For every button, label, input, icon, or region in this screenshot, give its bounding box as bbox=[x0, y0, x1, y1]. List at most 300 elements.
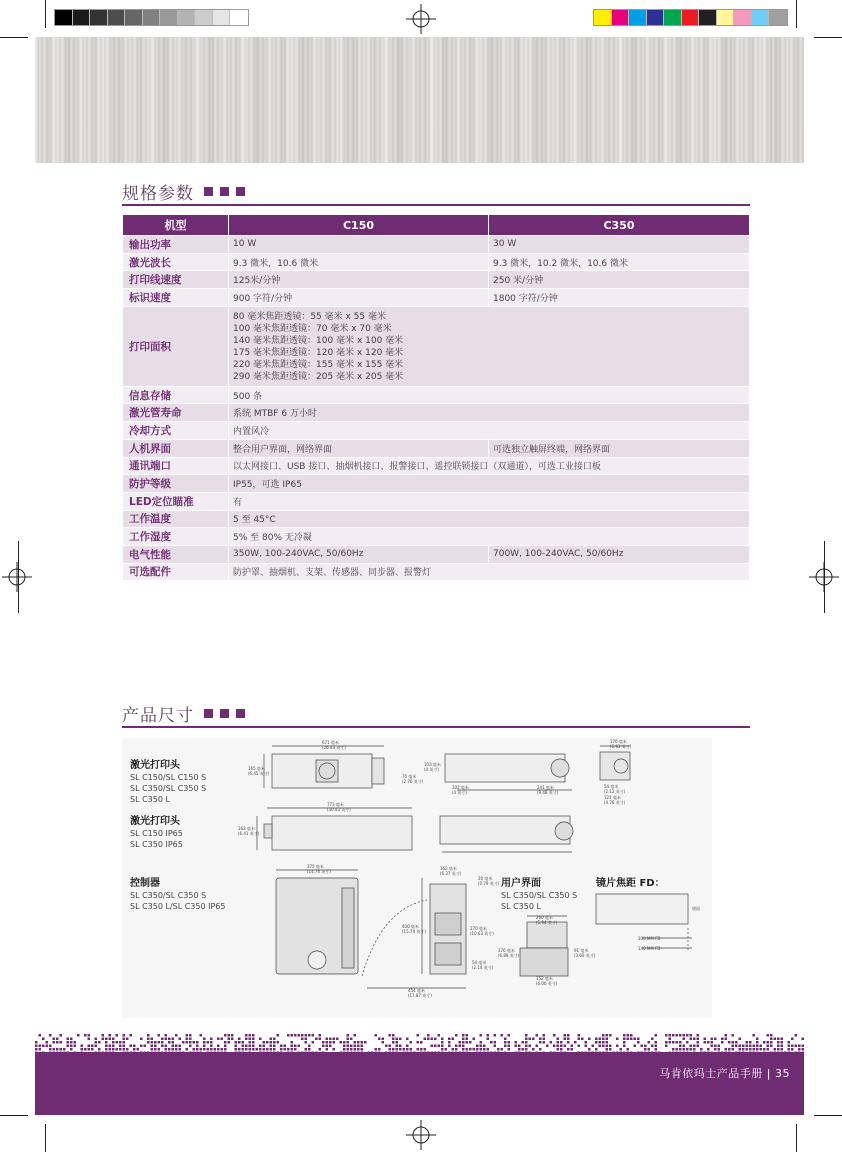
pattern-dot bbox=[697, 1034, 700, 1037]
pattern-dot bbox=[620, 1048, 623, 1051]
pattern-dot bbox=[165, 1045, 168, 1048]
pattern-dot bbox=[60, 1048, 63, 1051]
spec-value: 500 条 bbox=[229, 386, 750, 404]
pattern-dot bbox=[690, 1048, 693, 1051]
dim-label: (6.93 英寸) bbox=[610, 744, 632, 749]
pattern-dot bbox=[189, 1045, 192, 1048]
pattern-dot bbox=[651, 1038, 654, 1041]
pattern-dot bbox=[742, 1045, 745, 1048]
pattern-dot bbox=[525, 1034, 528, 1037]
pattern-dot bbox=[676, 1048, 679, 1051]
pattern-dot bbox=[553, 1034, 556, 1037]
pattern-dot bbox=[56, 1048, 59, 1051]
pattern-dot bbox=[305, 1048, 308, 1051]
pattern-dot bbox=[599, 1041, 602, 1044]
dim-label: 454 毫米 bbox=[408, 988, 425, 993]
pattern-dot bbox=[161, 1041, 164, 1044]
pattern-dot bbox=[95, 1041, 98, 1044]
pattern-dot bbox=[228, 1038, 231, 1041]
pattern-dot bbox=[203, 1041, 206, 1044]
pattern-dot bbox=[140, 1038, 143, 1041]
pattern-dot bbox=[312, 1034, 315, 1037]
pattern-dot bbox=[466, 1048, 469, 1051]
pattern-dot bbox=[256, 1048, 259, 1051]
spec-label: 打印面积 bbox=[123, 306, 229, 386]
dim-label: (9.48 英寸) bbox=[537, 790, 559, 795]
pattern-dot bbox=[186, 1034, 189, 1037]
cmyk-color-bar bbox=[593, 9, 788, 26]
pattern-dot bbox=[630, 1038, 633, 1041]
pattern-dot bbox=[186, 1048, 189, 1051]
pattern-dot bbox=[385, 1045, 388, 1048]
pattern-dot bbox=[112, 1041, 115, 1044]
spec-value: 5% 至 80% 无冷凝 bbox=[229, 528, 750, 546]
dim-label: (6.41 英寸) bbox=[238, 831, 260, 836]
pattern-dot bbox=[63, 1048, 66, 1051]
dim-model: SL C350/SL C350 S bbox=[130, 891, 207, 900]
pattern-dot bbox=[606, 1048, 609, 1051]
pattern-dot bbox=[347, 1041, 350, 1044]
pattern-dot bbox=[193, 1048, 196, 1051]
crop-mark bbox=[0, 37, 28, 38]
pattern-dot bbox=[175, 1048, 178, 1051]
spec-row bbox=[123, 475, 750, 493]
pattern-dot bbox=[245, 1034, 248, 1037]
pattern-dot bbox=[308, 1048, 311, 1051]
pattern-dot bbox=[525, 1041, 528, 1044]
crop-mark bbox=[45, 1124, 46, 1152]
pattern-dot bbox=[133, 1048, 136, 1051]
pattern-dot bbox=[739, 1038, 742, 1041]
pattern-dot bbox=[508, 1041, 511, 1044]
pattern-dot bbox=[609, 1034, 612, 1037]
spec-label: 人机界面 bbox=[123, 439, 229, 457]
crop-mark bbox=[796, 1124, 797, 1152]
pattern-dot bbox=[361, 1048, 364, 1051]
pattern-dot bbox=[707, 1041, 710, 1044]
spec-value-c150: 350W, 100-240VAC, 50/60Hz bbox=[229, 545, 489, 563]
pattern-dot bbox=[595, 1048, 598, 1051]
dim-label: (15.74 英寸) bbox=[402, 929, 426, 934]
spec-row bbox=[123, 404, 750, 422]
pattern-dot bbox=[315, 1038, 318, 1041]
spec-section-title bbox=[122, 179, 245, 204]
pattern-dot bbox=[168, 1038, 171, 1041]
pattern-dot bbox=[567, 1038, 570, 1041]
pattern-dot bbox=[462, 1034, 465, 1037]
pattern-dot bbox=[165, 1034, 168, 1037]
dim-heading: 镜片焦距 FD： bbox=[596, 878, 665, 889]
pattern-dot bbox=[105, 1045, 108, 1048]
pattern-dot bbox=[249, 1045, 252, 1048]
pattern-dot bbox=[95, 1038, 98, 1041]
pattern-dot bbox=[347, 1045, 350, 1048]
pattern-dot bbox=[53, 1041, 56, 1044]
pattern-dot bbox=[592, 1045, 595, 1048]
pattern-dot bbox=[746, 1041, 749, 1044]
pattern-dot bbox=[728, 1041, 731, 1044]
dim-label: 70 毫米 bbox=[402, 774, 417, 779]
spec-value-line: 220 毫米焦距透镜：155 毫米 x 155 毫米 bbox=[233, 359, 404, 370]
pattern-dot bbox=[305, 1034, 308, 1037]
page-footer-text: 马肯依玛士产品手册 | 35 bbox=[659, 1067, 790, 1080]
pattern-dot bbox=[378, 1048, 381, 1051]
pattern-dot bbox=[665, 1034, 668, 1037]
pattern-dot bbox=[259, 1045, 262, 1048]
pattern-dot bbox=[711, 1038, 714, 1041]
pattern-dot bbox=[669, 1041, 672, 1044]
pattern-dot bbox=[686, 1034, 689, 1037]
pattern-dot bbox=[158, 1041, 161, 1044]
pattern-dot bbox=[732, 1045, 735, 1048]
pattern-dot bbox=[714, 1038, 717, 1041]
pattern-dot bbox=[326, 1048, 329, 1051]
pattern-dot bbox=[189, 1038, 192, 1041]
pattern-dot bbox=[354, 1034, 357, 1037]
spec-label: 可选配件 bbox=[123, 563, 229, 581]
pattern-dot bbox=[564, 1038, 567, 1041]
pattern-dot bbox=[697, 1038, 700, 1041]
pattern-dot bbox=[406, 1048, 409, 1051]
pattern-dot bbox=[140, 1045, 143, 1048]
color-swatch bbox=[717, 10, 735, 25]
pattern-dot bbox=[410, 1048, 413, 1051]
pattern-dot bbox=[46, 1041, 49, 1044]
pattern-dot bbox=[301, 1034, 304, 1037]
dim-model: SL C350/SL C350 S bbox=[501, 891, 578, 900]
pattern-dot bbox=[602, 1041, 605, 1044]
pattern-dot bbox=[599, 1045, 602, 1048]
crop-mark bbox=[18, 541, 19, 613]
pattern-dot bbox=[200, 1034, 203, 1037]
pattern-dot bbox=[683, 1038, 686, 1041]
pattern-dot bbox=[221, 1048, 224, 1051]
pattern-dot bbox=[676, 1034, 679, 1037]
pattern-dot bbox=[168, 1041, 171, 1044]
pattern-dot bbox=[235, 1045, 238, 1048]
pattern-dot bbox=[112, 1048, 115, 1051]
pattern-dot bbox=[508, 1034, 511, 1037]
pattern-dot bbox=[151, 1041, 154, 1044]
pattern-dot bbox=[102, 1034, 105, 1037]
pattern-dot bbox=[753, 1048, 756, 1051]
pattern-dot bbox=[578, 1038, 581, 1041]
pattern-dot bbox=[375, 1034, 378, 1037]
pattern-dot bbox=[291, 1034, 294, 1037]
pattern-dot bbox=[119, 1045, 122, 1048]
pattern-dot bbox=[263, 1045, 266, 1048]
pattern-dot bbox=[224, 1048, 227, 1051]
crop-mark bbox=[0, 1115, 28, 1116]
pattern-dot bbox=[441, 1048, 444, 1051]
title-dots-icon bbox=[204, 709, 245, 718]
pattern-dot bbox=[480, 1045, 483, 1048]
pattern-dot bbox=[529, 1038, 532, 1041]
pattern-dot bbox=[312, 1041, 315, 1044]
pattern-dot bbox=[774, 1048, 777, 1051]
pattern-dot bbox=[56, 1041, 59, 1044]
pattern-dot bbox=[165, 1048, 168, 1051]
pattern-dot bbox=[277, 1041, 280, 1044]
pattern-dot bbox=[361, 1041, 364, 1044]
registration-mark-left-icon bbox=[2, 562, 32, 592]
pattern-dot bbox=[690, 1038, 693, 1041]
pattern-dot bbox=[249, 1041, 252, 1044]
pattern-dot bbox=[217, 1048, 220, 1051]
pattern-dot bbox=[798, 1048, 801, 1051]
pattern-dot bbox=[725, 1034, 728, 1037]
pattern-dot bbox=[578, 1045, 581, 1048]
pattern-dot bbox=[557, 1048, 560, 1051]
pattern-dot bbox=[455, 1048, 458, 1051]
spec-title-text: 规格参数 bbox=[122, 184, 194, 204]
pattern-dot bbox=[389, 1048, 392, 1051]
pattern-dot bbox=[494, 1041, 497, 1044]
pattern-dot bbox=[126, 1048, 129, 1051]
pattern-dot bbox=[417, 1041, 420, 1044]
pattern-dot bbox=[760, 1045, 763, 1048]
pattern-dot bbox=[406, 1038, 409, 1041]
pattern-dot bbox=[546, 1045, 549, 1048]
pattern-dot bbox=[354, 1048, 357, 1051]
pattern-dot bbox=[392, 1038, 395, 1041]
pattern-dot bbox=[270, 1041, 273, 1044]
pattern-dot bbox=[683, 1034, 686, 1037]
pattern-dot bbox=[679, 1048, 682, 1051]
pattern-dot bbox=[480, 1048, 483, 1051]
pattern-dot bbox=[504, 1041, 507, 1044]
pattern-dot bbox=[357, 1048, 360, 1051]
pattern-dot bbox=[172, 1038, 175, 1041]
pattern-dot bbox=[392, 1034, 395, 1037]
pattern-dot bbox=[182, 1041, 185, 1044]
pattern-dot bbox=[116, 1034, 119, 1037]
pattern-dot bbox=[123, 1038, 126, 1041]
pattern-dot bbox=[333, 1041, 336, 1044]
pattern-dot bbox=[357, 1045, 360, 1048]
pattern-dot bbox=[637, 1038, 640, 1041]
pattern-dot bbox=[109, 1038, 112, 1041]
pattern-dot bbox=[119, 1048, 122, 1051]
pattern-dot bbox=[539, 1048, 542, 1051]
pattern-dot bbox=[308, 1034, 311, 1037]
color-swatch bbox=[594, 10, 612, 25]
pattern-dot bbox=[459, 1041, 462, 1044]
pattern-dot bbox=[200, 1048, 203, 1051]
pattern-dot bbox=[193, 1041, 196, 1044]
pattern-dot bbox=[326, 1038, 329, 1041]
pattern-dot bbox=[609, 1045, 612, 1048]
pattern-dot bbox=[655, 1041, 658, 1044]
pattern-dot bbox=[210, 1041, 213, 1044]
pattern-dot bbox=[319, 1048, 322, 1051]
pattern-dot bbox=[525, 1048, 528, 1051]
pattern-dot bbox=[249, 1048, 252, 1051]
pattern-dot bbox=[294, 1034, 297, 1037]
pattern-dot bbox=[147, 1038, 150, 1041]
pattern-dot bbox=[172, 1041, 175, 1044]
registration-mark-top-icon bbox=[406, 4, 436, 34]
pattern-dot bbox=[238, 1038, 241, 1041]
pattern-dot bbox=[116, 1041, 119, 1044]
pattern-dot bbox=[770, 1041, 773, 1044]
dim-label: (0.79 英寸) bbox=[478, 881, 500, 886]
pattern-dot bbox=[543, 1034, 546, 1037]
pattern-dot bbox=[410, 1041, 413, 1044]
pattern-dot bbox=[273, 1038, 276, 1041]
pattern-dot bbox=[424, 1038, 427, 1041]
pattern-dot bbox=[91, 1045, 94, 1048]
pattern-dot bbox=[672, 1048, 675, 1051]
pattern-dot bbox=[560, 1041, 563, 1044]
pattern-dot bbox=[60, 1034, 63, 1037]
pattern-dot bbox=[788, 1048, 791, 1051]
spec-row bbox=[123, 439, 750, 457]
pattern-dot bbox=[291, 1041, 294, 1044]
pattern-dot bbox=[364, 1041, 367, 1044]
dim-model: SL C350/SL C350 S bbox=[130, 784, 207, 793]
dim-label: (26.43 英寸) bbox=[322, 745, 346, 750]
spec-label: 工作温度 bbox=[123, 510, 229, 528]
pattern-dot bbox=[326, 1045, 329, 1048]
pattern-dot bbox=[749, 1048, 752, 1051]
pattern-dot bbox=[455, 1034, 458, 1037]
pattern-dot bbox=[151, 1048, 154, 1051]
pattern-dot bbox=[88, 1048, 91, 1051]
pattern-dot bbox=[123, 1041, 126, 1044]
spec-value-c150: 整合用户界面，网络界面 bbox=[229, 439, 489, 457]
pattern-dot bbox=[130, 1045, 133, 1048]
pattern-dot bbox=[767, 1045, 770, 1048]
pattern-dot bbox=[777, 1038, 780, 1041]
spec-row bbox=[123, 253, 750, 271]
pattern-dot bbox=[263, 1041, 266, 1044]
pattern-dot bbox=[756, 1048, 759, 1051]
color-swatch bbox=[55, 10, 73, 25]
pattern-dot bbox=[70, 1041, 73, 1044]
pattern-dot bbox=[203, 1048, 206, 1051]
pattern-dot bbox=[585, 1045, 588, 1048]
pattern-dot bbox=[434, 1038, 437, 1041]
dim-label: 270 毫米 bbox=[470, 926, 487, 931]
pattern-dot bbox=[697, 1045, 700, 1048]
pattern-dot bbox=[648, 1048, 651, 1051]
header-c350: C350 bbox=[489, 215, 750, 236]
pattern-dot bbox=[462, 1038, 465, 1041]
pattern-dot bbox=[508, 1048, 511, 1051]
pattern-dot bbox=[791, 1038, 794, 1041]
pattern-dot bbox=[644, 1048, 647, 1051]
pattern-dot bbox=[74, 1041, 77, 1044]
dim-heading: 激光打印头 bbox=[130, 760, 180, 771]
spec-value-c350: 250 米/分钟 bbox=[489, 271, 750, 289]
pattern-dot bbox=[795, 1034, 798, 1037]
dim-label: 140 MM FD bbox=[638, 946, 661, 951]
pattern-dot bbox=[445, 1048, 448, 1051]
color-swatch bbox=[230, 10, 248, 25]
pattern-dot bbox=[462, 1048, 465, 1051]
pattern-dot bbox=[259, 1038, 262, 1041]
pattern-dot bbox=[721, 1041, 724, 1044]
pattern-dot bbox=[273, 1041, 276, 1044]
pattern-dot bbox=[217, 1038, 220, 1041]
pattern-dot bbox=[686, 1048, 689, 1051]
pattern-dot bbox=[676, 1041, 679, 1044]
pattern-dot bbox=[700, 1048, 703, 1051]
pattern-dot bbox=[802, 1048, 805, 1051]
pattern-dot bbox=[756, 1045, 759, 1048]
pattern-dot bbox=[802, 1038, 805, 1041]
pattern-dot bbox=[564, 1045, 567, 1048]
pattern-dot bbox=[116, 1048, 119, 1051]
pattern-dot bbox=[224, 1041, 227, 1044]
pattern-dot bbox=[403, 1048, 406, 1051]
pattern-dot bbox=[67, 1041, 70, 1044]
pattern-dot bbox=[196, 1045, 199, 1048]
spec-label: 输出功率 bbox=[123, 236, 229, 254]
pattern-dot bbox=[77, 1034, 80, 1037]
pattern-dot bbox=[39, 1034, 42, 1037]
pattern-dot bbox=[252, 1038, 255, 1041]
pattern-dot bbox=[459, 1045, 462, 1048]
crop-mark bbox=[824, 541, 825, 613]
pattern-dot bbox=[119, 1041, 122, 1044]
spec-label: 通讯端口 bbox=[123, 457, 229, 475]
spec-label: 激光管寿命 bbox=[123, 404, 229, 422]
pattern-dot bbox=[210, 1038, 213, 1041]
pattern-dot bbox=[186, 1041, 189, 1044]
pattern-dot bbox=[151, 1045, 154, 1048]
pattern-dot bbox=[396, 1041, 399, 1044]
spec-row bbox=[123, 563, 750, 581]
pattern-dot bbox=[417, 1048, 420, 1051]
dim-label: 54 毫米 bbox=[472, 960, 487, 965]
pattern-dot bbox=[392, 1041, 395, 1044]
pattern-dot bbox=[242, 1045, 245, 1048]
pattern-dot bbox=[627, 1034, 630, 1037]
dim-label: 镜面 bbox=[692, 906, 700, 911]
pattern-dot bbox=[606, 1045, 609, 1048]
pattern-dot bbox=[175, 1034, 178, 1037]
pattern-dot bbox=[735, 1045, 738, 1048]
pattern-dot bbox=[84, 1034, 87, 1037]
pattern-dot bbox=[473, 1038, 476, 1041]
pattern-dot bbox=[767, 1048, 770, 1051]
pattern-dot bbox=[133, 1045, 136, 1048]
pattern-dot bbox=[525, 1045, 528, 1048]
pattern-dot bbox=[378, 1038, 381, 1041]
dim-label: 102 毫米 bbox=[452, 785, 469, 790]
pattern-dot bbox=[448, 1045, 451, 1048]
pattern-dot bbox=[595, 1041, 598, 1044]
pattern-dot bbox=[494, 1045, 497, 1048]
pattern-dot bbox=[123, 1045, 126, 1048]
pattern-dot bbox=[196, 1048, 199, 1051]
pattern-dot bbox=[207, 1048, 210, 1051]
dim-label: 176 毫米 bbox=[610, 739, 627, 744]
pattern-dot bbox=[753, 1045, 756, 1048]
pattern-dot bbox=[504, 1038, 507, 1041]
pattern-dot bbox=[259, 1048, 262, 1051]
pattern-dot bbox=[781, 1045, 784, 1048]
pattern-dot bbox=[781, 1038, 784, 1041]
brushed-metal-header bbox=[35, 37, 804, 163]
pattern-dot bbox=[39, 1048, 42, 1051]
pattern-dot bbox=[466, 1034, 469, 1037]
pattern-dot bbox=[655, 1048, 658, 1051]
pattern-dot bbox=[557, 1041, 560, 1044]
color-swatch bbox=[699, 10, 717, 25]
